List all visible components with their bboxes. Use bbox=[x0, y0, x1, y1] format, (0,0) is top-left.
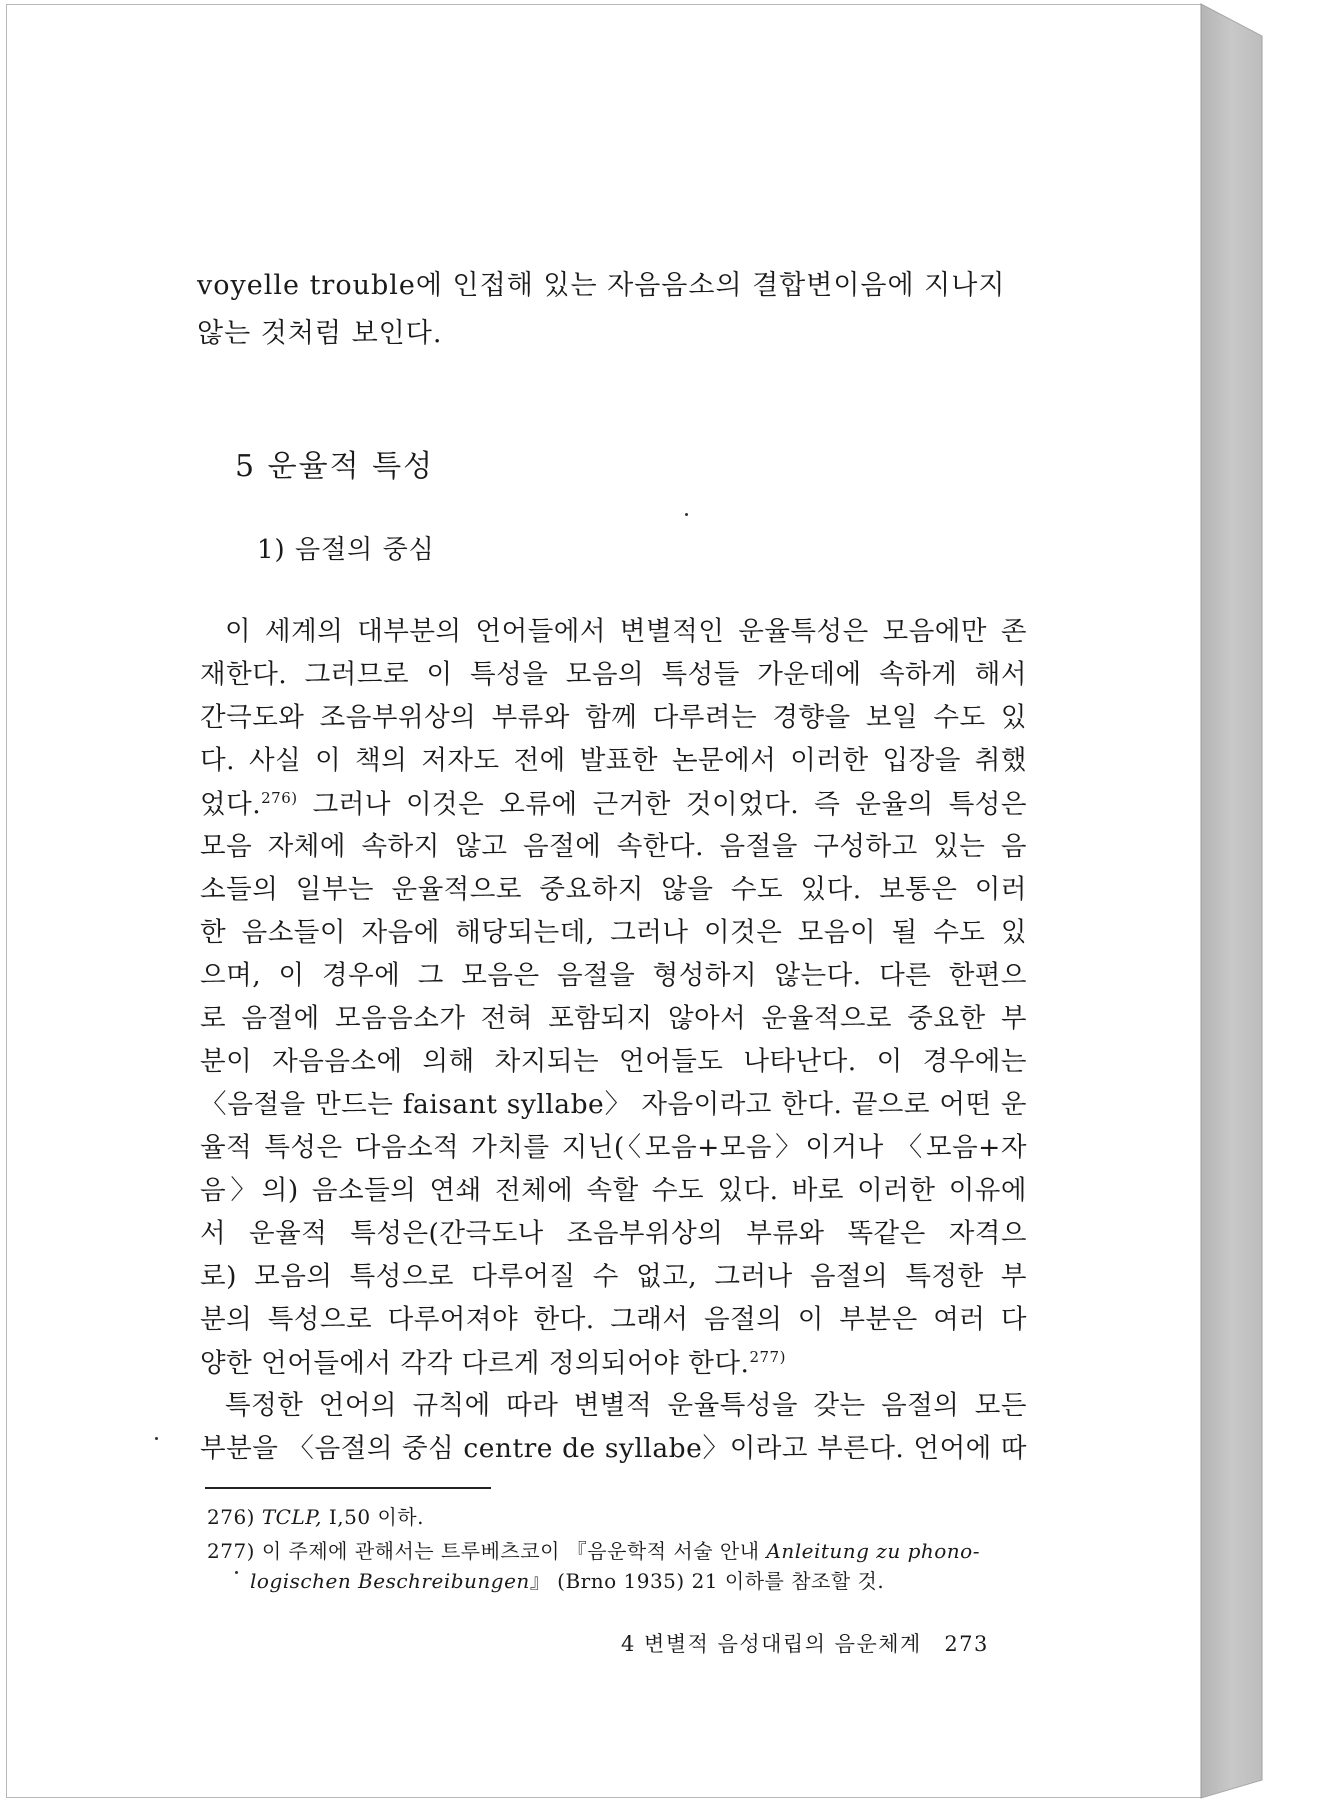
intro-line-2: 않는 것처럼 보인다. bbox=[197, 318, 443, 349]
body-line: 분이 자음음소에 의해 차지되는 언어들도 나타난다. 이 경우에는 bbox=[200, 1046, 1027, 1077]
footnote-number: 277) bbox=[207, 1539, 255, 1563]
document-page bbox=[6, 4, 1202, 1798]
footnote-277-line-1 bbox=[207, 1535, 980, 1564]
footnote-italic: TCLP, bbox=[261, 1505, 323, 1529]
footnote-text: 』 (Brno 1935) 21 이하를 참조할 것. bbox=[529, 1569, 885, 1593]
scan-speck bbox=[685, 513, 688, 516]
body-line: 서 운율적 특성은(간극도나 조음부위상의 부류와 똑같은 자격으 bbox=[200, 1218, 1027, 1249]
body-line: 재한다. 그러므로 이 특성을 모음의 특성들 가운데에 속하게 해서 bbox=[200, 659, 1027, 690]
footnote-italic: logischen Beschreibungen bbox=[250, 1569, 530, 1593]
scan-speck bbox=[235, 1571, 238, 1574]
footnote-text: Ⅰ,50 이하. bbox=[328, 1505, 424, 1529]
body-line: 〈음절을 만드는 faisant syllabe〉 자음이라고 한다. 끝으로 어떤 운 bbox=[200, 1089, 1027, 1120]
body-line: 소들의 일부는 운율적으로 중요하지 않을 수도 있다. 보통은 이러 bbox=[200, 874, 1027, 905]
body-text: 그러나 이것은 오류에 근거한 것이었다. 즉 운율의 특성은 bbox=[312, 788, 1027, 820]
footnote-277-line-2 bbox=[250, 1565, 884, 1594]
body-line: 로) 모음의 특성으로 다루어질 수 없고, 그러나 음절의 특정한 부 bbox=[200, 1261, 1027, 1292]
body-line: 한 음소들이 자음에 해당되는데, 그러나 이것은 모음이 될 수도 있 bbox=[200, 917, 1027, 948]
body-line: 부분을 〈음절의 중심 centre de syllabe〉이라고 부른다. 언어에 따 bbox=[200, 1433, 1027, 1464]
body-line: 분의 특성으로 다루어져야 한다. 그래서 음절의 이 부분은 여러 다 bbox=[200, 1304, 1027, 1335]
scan-speck bbox=[155, 1437, 158, 1440]
body-line: 으며, 이 경우에 그 모음은 음절을 형성하지 않는다. 다른 한편으 bbox=[200, 960, 1027, 991]
body-line: 이 세계의 대부분의 언어들에서 변별적인 운율특성은 모음에만 존 bbox=[225, 616, 1027, 647]
body-line: 간극도와 조음부위상의 부류와 함께 다루려는 경향을 보일 수도 있 bbox=[200, 702, 1027, 733]
footnote-number: 276) bbox=[207, 1505, 255, 1529]
body-text: 양한 언어들에서 각각 다르게 정의되어야 한다. bbox=[200, 1347, 750, 1379]
footnote-ref-276: 276) bbox=[261, 789, 298, 807]
footnote-text: 이 주제에 관해서는 트루베츠코이 『음운학적 서술 안내 bbox=[261, 1539, 760, 1563]
body-line bbox=[200, 1347, 1027, 1379]
footnote-divider bbox=[205, 1487, 491, 1489]
footnote-italic: Anleitung zu phono- bbox=[766, 1539, 980, 1563]
body-line bbox=[200, 788, 1027, 820]
subsection-heading: 1) 음절의 중심 bbox=[257, 535, 435, 565]
body-text: 었다. bbox=[200, 788, 262, 820]
body-line: 모음 자체에 속하지 않고 음절에 속한다. 음절을 구성하고 있는 음 bbox=[200, 831, 1027, 862]
body-line: 다. 사실 이 책의 저자도 전에 발표한 논문에서 이러한 입장을 취했 bbox=[200, 745, 1027, 776]
body-line: 로 음절에 모음음소가 전혀 포함되지 않아서 운율적으로 중요한 부 bbox=[200, 1003, 1027, 1034]
body-line: 음〉의) 음소들의 연쇄 전체에 속할 수도 있다. 바로 이러한 이유에 bbox=[200, 1175, 1027, 1206]
footnote-ref-277: 277) bbox=[749, 1348, 786, 1366]
running-footer: 4 변별적 음성대립의 음운체계 273 bbox=[621, 1632, 989, 1656]
intro-line-1: voyelle trouble에 인접해 있는 자음음소의 결합변이음에 지나지 bbox=[197, 270, 1006, 301]
footnote-276 bbox=[207, 1501, 424, 1530]
body-line: 특정한 언어의 규칙에 따라 변별적 운율특성을 갖는 음절의 모든 bbox=[225, 1390, 1027, 1421]
body-line: 율적 특성은 다음소적 가치를 지닌(〈모음+모음〉이거나 〈모음+자 bbox=[200, 1132, 1027, 1163]
section-heading: 5 운율적 특성 bbox=[235, 449, 435, 484]
